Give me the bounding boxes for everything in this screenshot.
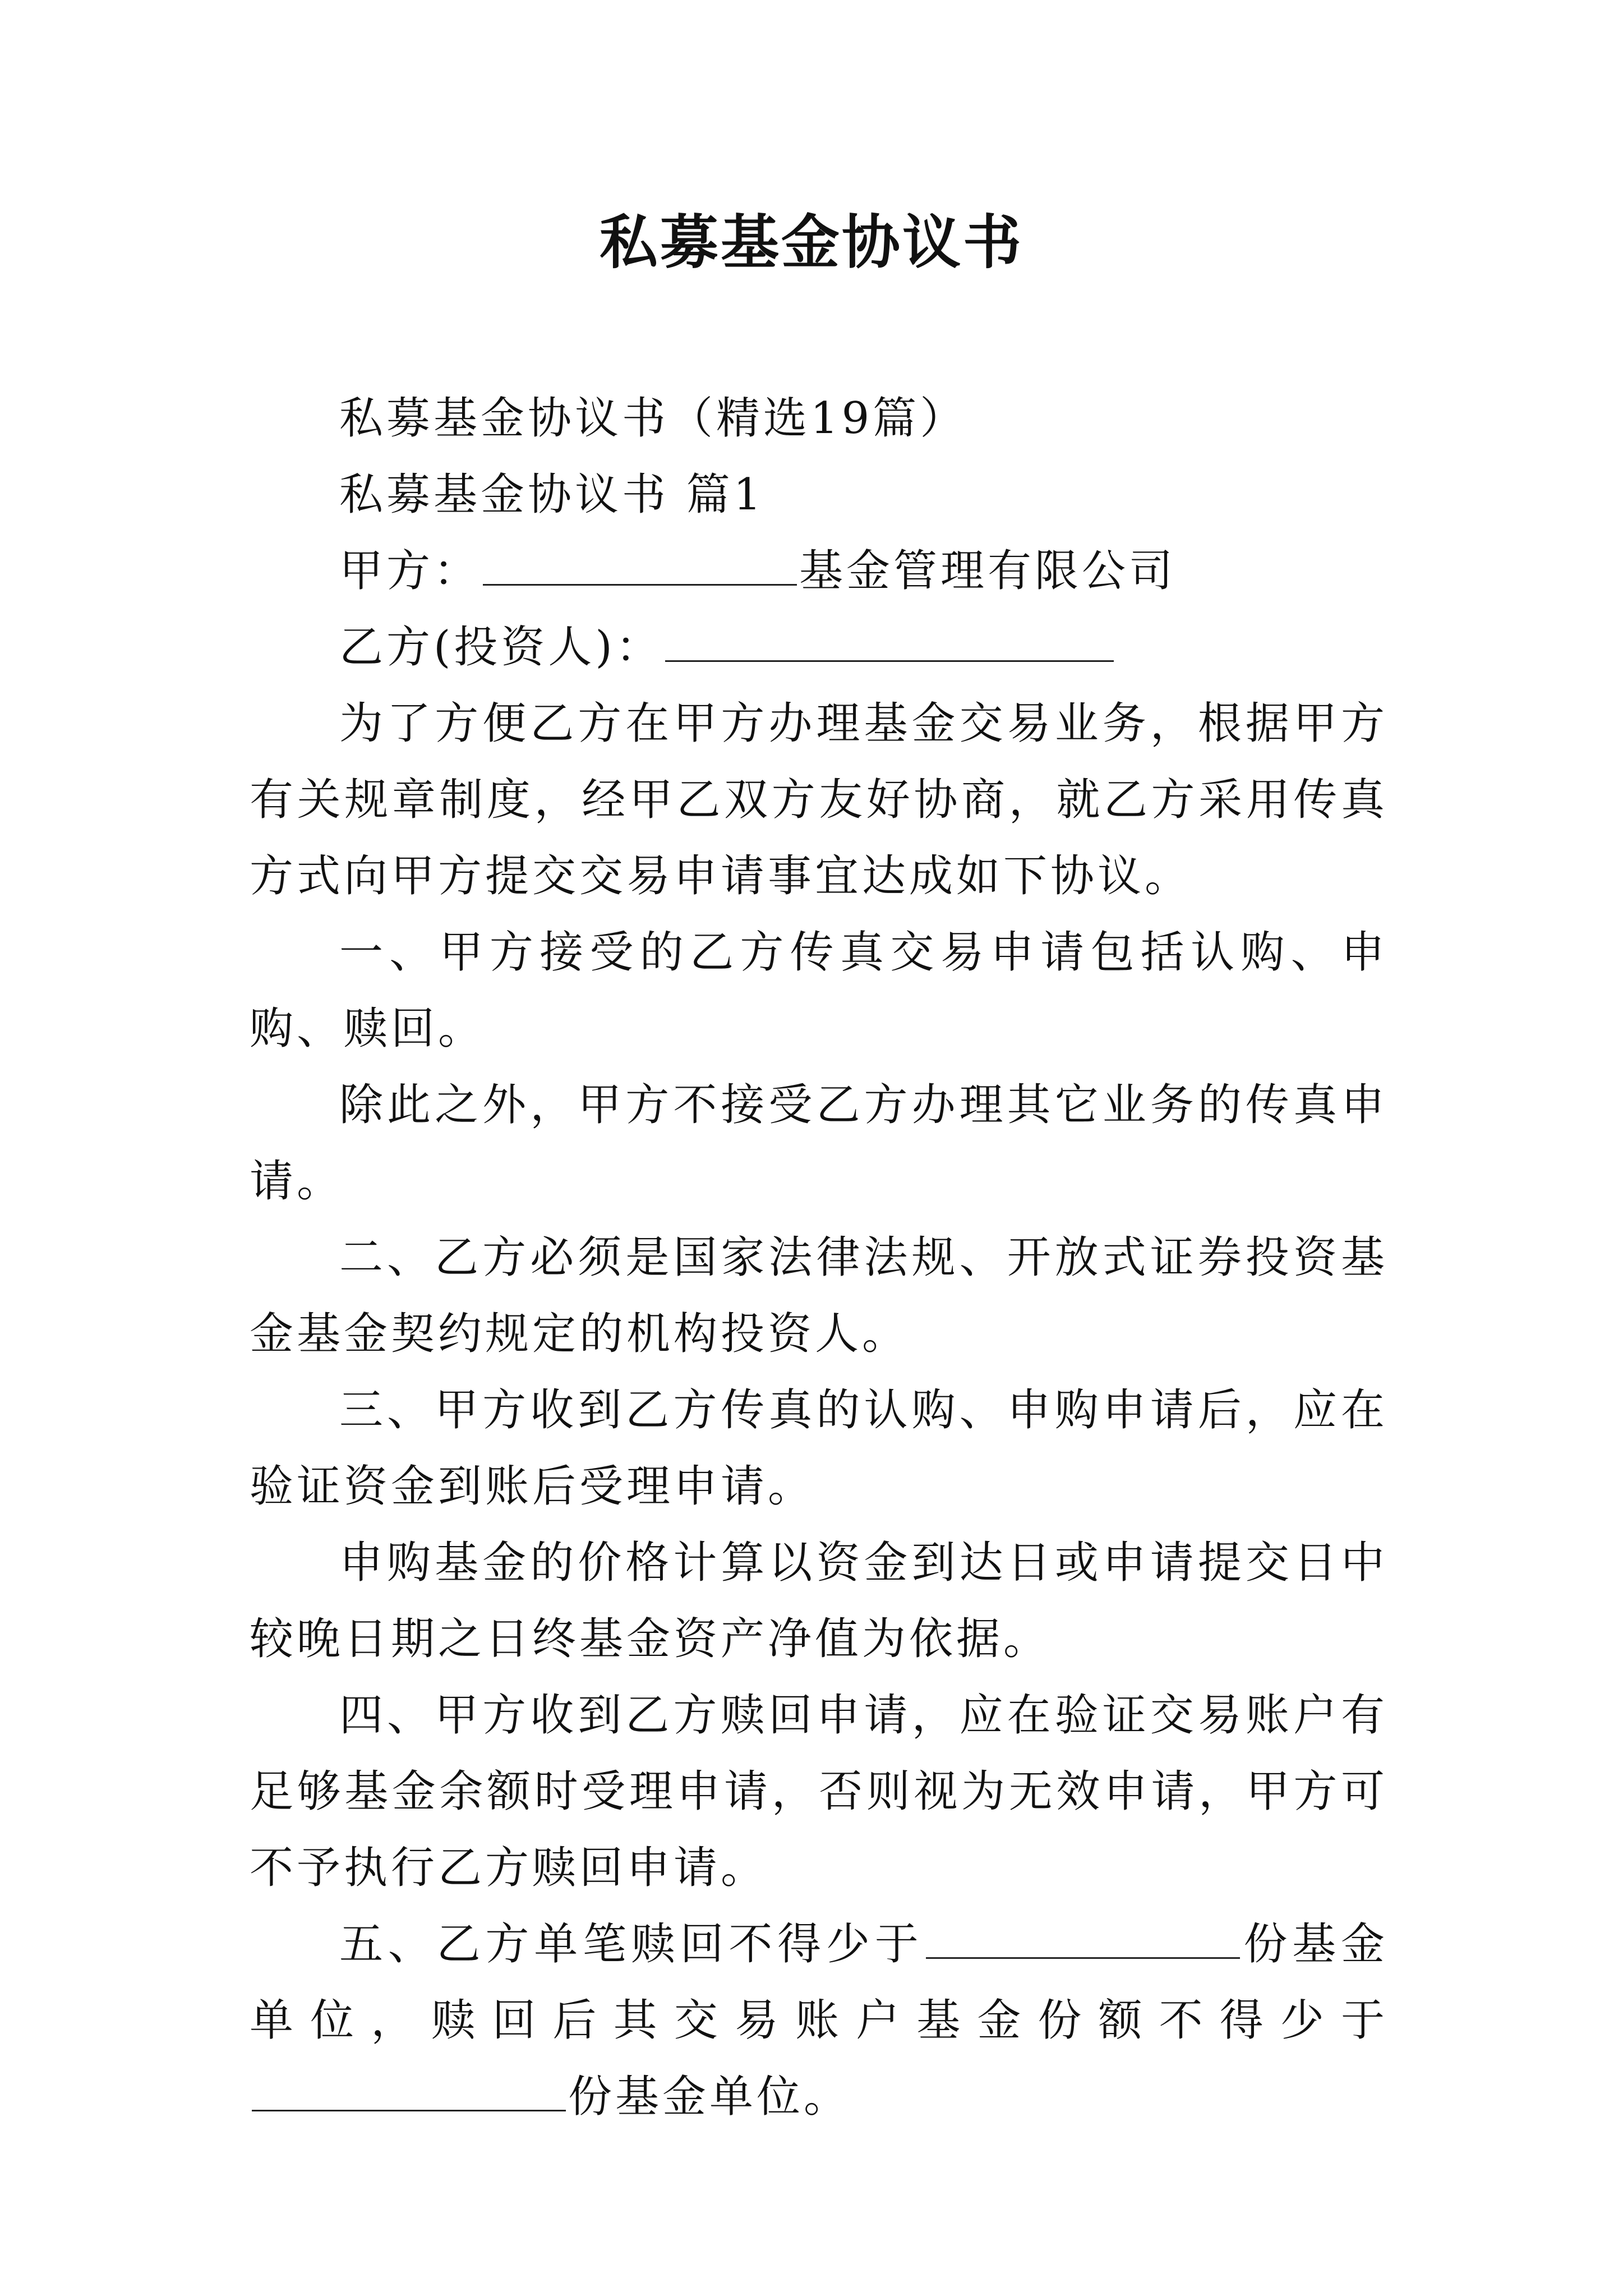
- paragraph-clause-2: 二、乙方必须是国家法律法规、开放式证券投资基金基金契约规定的机构投资人。: [250, 1232, 1388, 1359]
- paragraph-clause-5: [250, 1906, 1388, 2135]
- document-body: [250, 380, 1388, 2135]
- paragraph-intro: 为了方便乙方在甲方办理基金交易业务，根据甲方有关规章制度，经甲乙双方友好协商，就乙方采用传真方式向甲方提交交易申请事宜达成如下协议。: [250, 698, 1388, 901]
- party-b-line: [250, 609, 1388, 685]
- party-a-line: [250, 533, 1388, 609]
- section-heading: 私募基金协议书 篇1: [339, 470, 765, 520]
- document-subtitle: 私募基金协议书（精选19篇）: [339, 393, 967, 444]
- clause-5-blank-1: [926, 1918, 1240, 1959]
- paragraph-clause-4: 四、甲方收到乙方赎回申请，应在验证交易账户有足够基金余额时受理申请，否则视为无效申请，甲方可不予执行乙方赎回申请。: [250, 1690, 1388, 1893]
- clause-5-part-2: 份基金单位，赎回后其交易账户基金份额不得少于: [250, 1919, 1388, 2046]
- party-b-blank: [665, 621, 1114, 662]
- party-b-label: 乙方(投资人)：: [339, 622, 663, 673]
- paragraph-clause-3: 三、甲方收到乙方传真的认购、申购申请后，应在验证资金到账后受理申请。: [250, 1385, 1388, 1512]
- clause-5-blank-2: [252, 2070, 566, 2111]
- document-title: 私募基金协议书: [599, 208, 1023, 277]
- party-a-label: 甲方：: [339, 546, 481, 596]
- clause-5-part-3: 份基金单位。: [568, 2072, 851, 2122]
- clause-5-part-1: 五、乙方单笔赎回不得少于: [339, 1919, 924, 1970]
- paragraph-clause-3-note: 申购基金的价格计算以资金到达日或申请提交日中较晚日期之日终基金资产净值为依据。: [250, 1538, 1388, 1664]
- paragraph-clause-1: 一、甲方接受的乙方传真交易申请包括认购、申购、赎回。: [250, 927, 1388, 1054]
- paragraph-clause-1-note: 除此之外，甲方不接受乙方办理其它业务的传真申请。: [250, 1080, 1388, 1207]
- party-a-blank: [483, 545, 797, 586]
- party-a-suffix: 基金管理有限公司: [799, 546, 1177, 596]
